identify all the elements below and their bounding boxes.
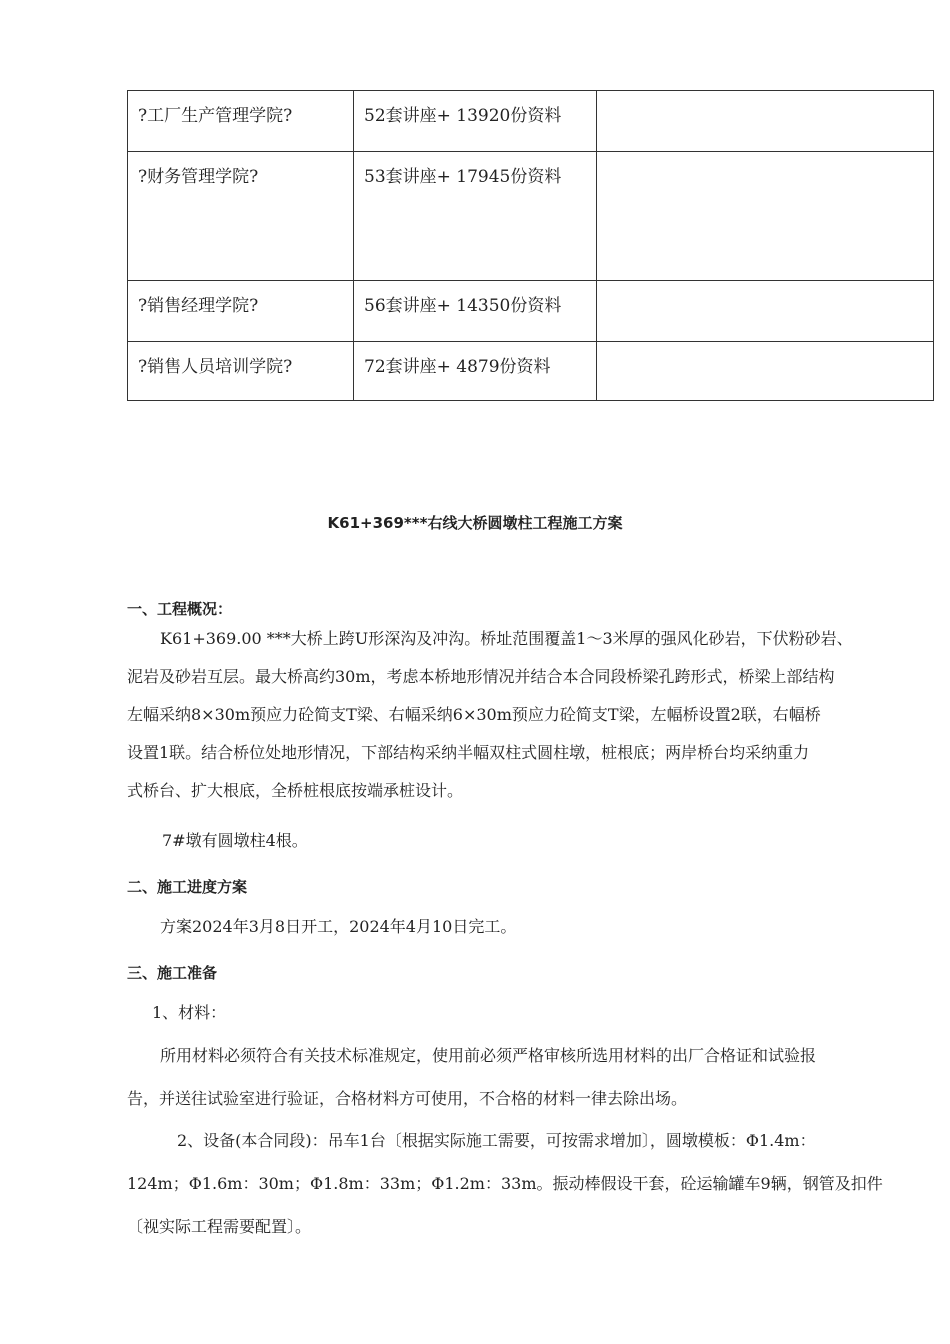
materials-title: 1、材料：: [152, 1003, 227, 1022]
resource-table: [127, 90, 934, 401]
table-cell-content: 56套讲座+ 14350份资料: [354, 281, 597, 342]
table-cell-content: 52套讲座+ 13920份资料: [354, 91, 597, 152]
table-cell-note: [597, 281, 934, 342]
table-cell-name: ?财务管理学院?: [128, 152, 354, 281]
paragraph-line: 所用材料必须符合有关技术标准规定，使用前必须严格审核所选用材料的出厂合格证和试验报: [160, 1046, 817, 1065]
section-heading-overview: 一、工程概况：: [127, 600, 233, 618]
paragraph-line: K61+369.00 ***大桥上跨U形深沟及冲沟。桥址范围覆盖1～3米厚的强风化砂岩，下伏粉砂岩、: [160, 629, 853, 648]
table-cell-name: ?销售经理学院?: [128, 281, 354, 342]
table-row: [128, 342, 934, 401]
paragraph-line: 告，并送往试验室进行验证，合格材料方可使用，不合格的材料一律去除出场。: [127, 1089, 688, 1108]
section-heading-schedule: 二、施工进度方案: [127, 878, 248, 896]
pier-note: 7#墩有圆墩柱4根。: [162, 831, 308, 850]
table-cell-content: 53套讲座+ 17945份资料: [354, 152, 597, 281]
paragraph-line: 左幅采纳8×30m预应力砼简支T梁、右幅采纳6×30m预应力砼简支T梁，左幅桥设置2联，右幅桥: [127, 705, 821, 724]
paragraph-line: 〔视实际工程需要配置〕。: [127, 1217, 312, 1236]
table-cell-name: ?工厂生产管理学院?: [128, 91, 354, 152]
paragraph-line: 式桥台、扩大根底，全桥桩根底按端承桩设计。: [127, 781, 464, 800]
table-cell-note: [597, 91, 934, 152]
table-cell-note: [597, 342, 934, 401]
table-row: [128, 152, 934, 281]
schedule-text: 方案2024年3月8日开工，2024年4月10日完工。: [160, 917, 517, 936]
table-cell-note: [597, 152, 934, 281]
table-cell-content: 72套讲座+ 4879份资料: [354, 342, 597, 401]
paragraph-line: 2、设备(本合同段)：吊车1台〔根据实际施工需要，可按需求增加〕，圆墩模板：Φ1.4m：: [177, 1131, 816, 1150]
table-row: [128, 281, 934, 342]
document-title: K61+369***右线大桥圆墩柱工程施工方案: [327, 514, 623, 532]
section-heading-preparation: 三、施工准备: [127, 964, 218, 982]
table-cell-name: ?销售人员培训学院?: [128, 342, 354, 401]
paragraph-line: 泥岩及砂岩互层。最大桥高约30m，考虑本桥地形情况并结合本合同段桥梁孔跨形式，桥梁上部结构: [127, 667, 835, 686]
paragraph-line: 124m；Φ1.6m：30m；Φ1.8m：33m；Φ1.2m：33m。振动棒假设干套，砼运输罐车9辆，钢管及扣件: [127, 1174, 883, 1193]
paragraph-line: 设置1联。结合桥位处地形情况，下部结构采纳半幅双柱式圆柱墩，桩根底；两岸桥台均采纳重力: [127, 743, 810, 762]
